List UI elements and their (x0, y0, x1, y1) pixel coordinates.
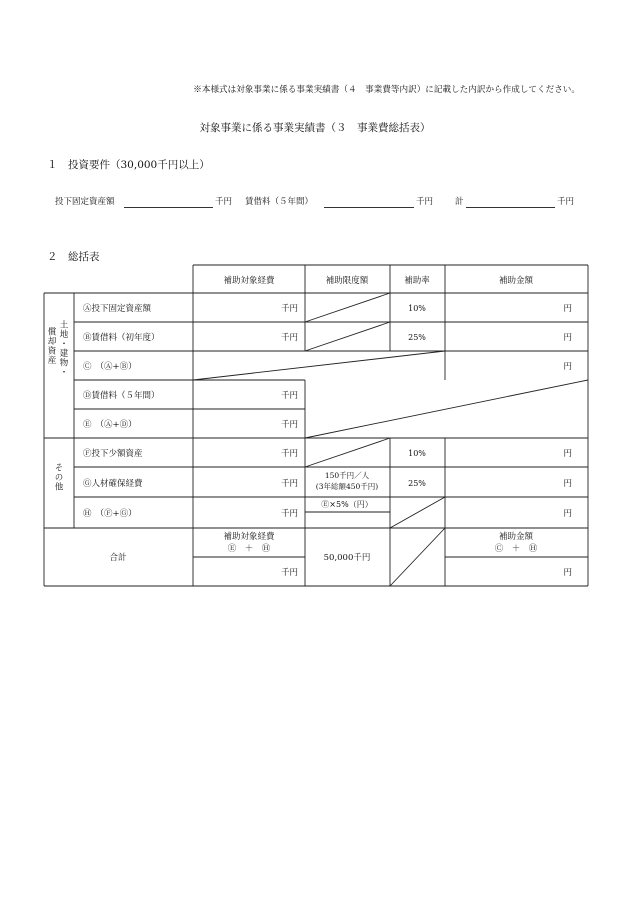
group2-label: その他 (53, 463, 63, 492)
section1-heading: １ 投資要件（30,000千円以上） (47, 159, 210, 171)
row-a-label: Ⓐ投下固定資産額 (83, 304, 152, 314)
row-h-expense-unit: 千円 (280, 509, 298, 519)
total-limit: 50,000千円 (323, 553, 371, 563)
page-title: 対象事業に係る事業実績書（３ 事業費総括表） (199, 122, 431, 134)
row-b-expense-unit: 千円 (280, 333, 298, 343)
row-a-expense-unit: 千円 (280, 304, 298, 314)
total-expense-header: 補助対象経費 (223, 532, 275, 542)
group1-label-line1: 土地・建物・ (58, 320, 68, 377)
group1-label-line2: 償却資産 (46, 327, 56, 365)
row-g-limit-line1: 150千円／人 (324, 471, 370, 480)
row-f-rate: 10% (408, 449, 426, 458)
total-expense-unit: 千円 (280, 568, 298, 578)
row-e-label: Ⓔ （Ⓐ+Ⓓ） (83, 420, 137, 430)
row-f-expense-unit: 千円 (280, 449, 298, 459)
row-b-label: Ⓑ賃借料（初年度） (83, 333, 160, 343)
row-h-limit: Ⓔ×5%（円） (321, 500, 373, 509)
total-expense-formula: Ⓔ ＋ Ⓗ (227, 544, 271, 554)
row-d-expense-unit: 千円 (280, 391, 298, 401)
row-h-label: Ⓗ （Ⓕ+Ⓖ） (83, 509, 137, 519)
instruction-note: ※本様式は対象事業に係る事業実績書（４ 事業費等内訳）に記載した内訳から作成してください。 (193, 85, 580, 95)
row-f-amount-unit: 円 (563, 449, 572, 459)
row-g-limit-line2: (3年総額450千円) (315, 482, 379, 491)
header-amount: 補助金額 (498, 276, 534, 286)
row-f-label: Ⓕ投下少額資産 (83, 449, 143, 459)
row-h-amount-unit: 円 (563, 509, 572, 519)
header-rate: 補助率 (404, 276, 430, 286)
fixed-asset-label: 投下固定資産額 (55, 197, 115, 207)
row-b-rate: 25% (408, 333, 426, 342)
rent-5yr-label: 賃借料（５年間） (245, 197, 314, 207)
total-amount-formula: Ⓒ ＋ Ⓗ (494, 544, 538, 554)
row-c-amount-unit: 円 (563, 362, 572, 372)
total-row-label: 合計 (109, 553, 127, 563)
row-c-label: Ⓒ （Ⓐ+Ⓑ） (83, 362, 137, 372)
row-g-rate: 25% (408, 479, 426, 488)
total-amount-unit: 円 (563, 568, 572, 578)
total-label: 計 (455, 197, 464, 207)
fixed-asset-unit: 千円 (215, 197, 233, 207)
row-a-rate: 10% (408, 304, 426, 313)
total-amount-header: 補助金額 (498, 532, 534, 542)
header-expense: 補助対象経費 (223, 276, 275, 286)
rent-5yr-unit: 千円 (416, 197, 434, 207)
row-a-amount-unit: 円 (563, 304, 572, 314)
row-b-amount-unit: 円 (563, 333, 572, 343)
row-d-label: Ⓓ賃借料（５年間） (83, 391, 160, 401)
total-unit: 千円 (557, 197, 575, 207)
row-g-amount-unit: 円 (563, 479, 572, 489)
row-e-expense-unit: 千円 (280, 420, 298, 430)
row-g-expense-unit: 千円 (280, 479, 298, 489)
section2-heading: ２ 総括表 (47, 251, 100, 263)
header-limit: 補助限度額 (325, 276, 369, 286)
row-g-label: Ⓖ人材確保経費 (83, 479, 143, 489)
